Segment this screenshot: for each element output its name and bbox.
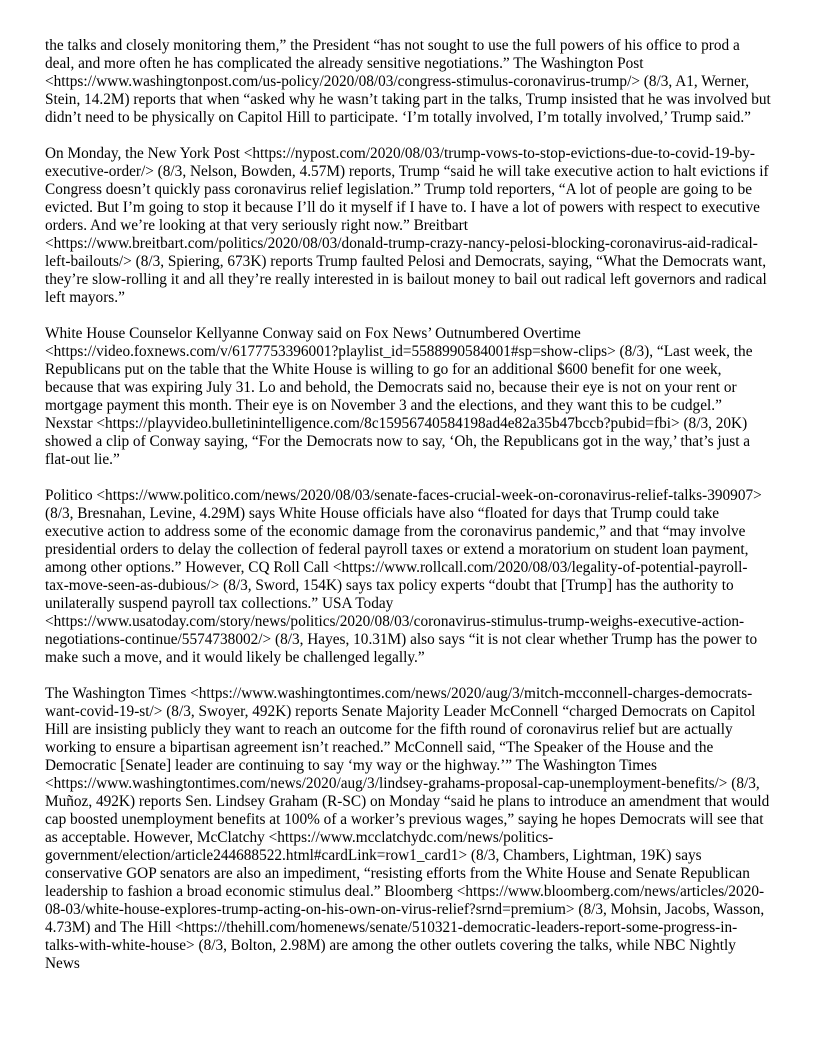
paragraph-conway-comments: White House Counselor Kellyanne Conway said on Fox News’ Outnumbered Overtime <https://video.foxnews.com/v/6177753396001?playlist_id=5588990584001#sp=show-clips> (8/3), “Last week, the Republicans put on the table that the White House is willing to go for an additional $600 benefit for one week, because that was expiring July 31. Lo and behold, the Democrats said no, because their eye is not on your rent or mortgage payment this month. Their eye is on November 3 and the elections, and they want this to be cudgel.” Nexstar <https://playvideo.bulletinintelligence.com/8c15956740584198ad4e82a35b47bccb?pubid=fbi> (8/3, 20K) showed a clip of Conway saying, “For the Democrats now to say, ‘Oh, the Republicans got in the way,’ that’s just a flat-out lie.” (45, 325, 753, 468)
paragraph-payroll-tax-options: Politico <https://www.politico.com/news/2020/08/03/senate-faces-crucial-week-on-coronavirus-relief-talks-390907> (8/3, Bresnahan, Levine, 4.29M) says White House officials have also “floated for days that Trump could take executive action to address some of the economic damage from the coronavirus pandemic,” and that “may involve presidential orders to delay the collection of federal payroll taxes or extend a moratorium on student loan payment, among other options.” However, CQ Roll Call <https://www.rollcall.com/2020/08/03/legality-of-potential-payroll-tax-move-seen-as-dubious/> (8/3, Sword, 154K) says tax policy experts “doubt that [Trump] has the authority to unilaterally suspend payroll tax collections.” USA Today <https://www.usatoday.com/story/news/politics/2020/08/03/coronavirus-stimulus-trump-weighs-executive-action-negotiations-continue/5574738002/> (8/3, Hayes, 10.31M) also says “it is not clear whether Trump has the power to make such a move, and it would likely be challenged legally.” (45, 487, 762, 666)
document-body (45, 37, 771, 991)
paragraph-evictions-executive-action: On Monday, the New York Post <https://nypost.com/2020/08/03/trump-vows-to-stop-evictions-due-to-covid-19-by-executive-order/> (8/3, Nelson, Bowden, 4.57M) reports, Trump “said he will take executive action to halt evictions if Congress doesn’t quickly pass coronavirus relief legislation.” Trump told reporters, “A lot of people are going to be evicted. But I’m going to stop it because I’ll do it myself if I have to. I have a lot of powers with respect to executive orders. And we’re looking at that very seriously right now.” Breitbart <https://www.breitbart.com/politics/2020/08/03/donald-trump-crazy-nancy-pelosi-blocking-coronavirus-aid-radical-left-bailouts/> (8/3, Spiering, 673K) reports Trump faulted Pelosi and Democrats, saying, “What the Democrats want, they’re slow-rolling it and all they’re really interested in is bailout money to bail out radical left governors and radical left mayors.” (45, 145, 769, 306)
paragraph-senate-negotiations: The Washington Times <https://www.washingtontimes.com/news/2020/aug/3/mitch-mcconnell-charges-democrats-want-covid-19-st/> (8/3, Swoyer, 492K) reports Senate Majority Leader McConnell “charged Democrats on Capitol Hill are insisting publicly they want to reach an outcome for the fifth round of coronavirus relief but are actually working to ensure a bipartisan agreement isn’t reached.” McConnell said, “The Speaker of the House and the Democratic [Senate] leader are continuing to say ‘my way or the highway.’” The Washington Times <https://www.washingtontimes.com/news/2020/aug/3/lindsey-grahams-proposal-cap-unemployment-benefits/> (8/3, Muñoz, 492K) reports Sen. Lindsey Graham (R-SC) on Monday “said he plans to introduce an amendment that would cap boosted unemployment benefits at 100% of a worker’s previous wages,” saying he hopes Democrats will see that as acceptable. However, McClatchy <https://www.mcclatchydc.com/news/politics-government/election/article244688522.html#cardLink=row1_card1> (8/3, Chambers, Lightman, 19K) says conservative GOP senators are also an impediment, “resisting efforts from the White House and Senate Republican leadership to fashion a broad economic stimulus deal.” Bloomberg <https://www.bloomberg.com/news/articles/2020-08-03/white-house-explores-trump-acting-on-his-own-on-virus-relief?srnd=premium> (8/3, Mohsin, Jacobs, Wasson, 4.73M) and The Hill <https://thehill.com/homenews/senate/510321-democratic-leaders-report-some-progress-in-talks-with-white-house> (8/3, Bolton, 2.98M) are among the other outlets covering the talks, while NBC Nightly News (45, 685, 770, 972)
paragraph-trump-involvement: the talks and closely monitoring them,” the President “has not sought to use the full powers of his office to prod a deal, and more often he has complicated the already sensitive negotiations.” The Washington Post <https://www.washingtonpost.com/us-policy/2020/08/03/congress-stimulus-coronavirus-trump/> (8/3, A1, Werner, Stein, 14.2M) reports that when “asked why he wasn’t taking part in the talks, Trump insisted that he was involved but didn’t need to be physically on Capitol Hill to participate. ‘I’m totally involved, I’m totally involved,’ Trump said.” (45, 37, 771, 126)
